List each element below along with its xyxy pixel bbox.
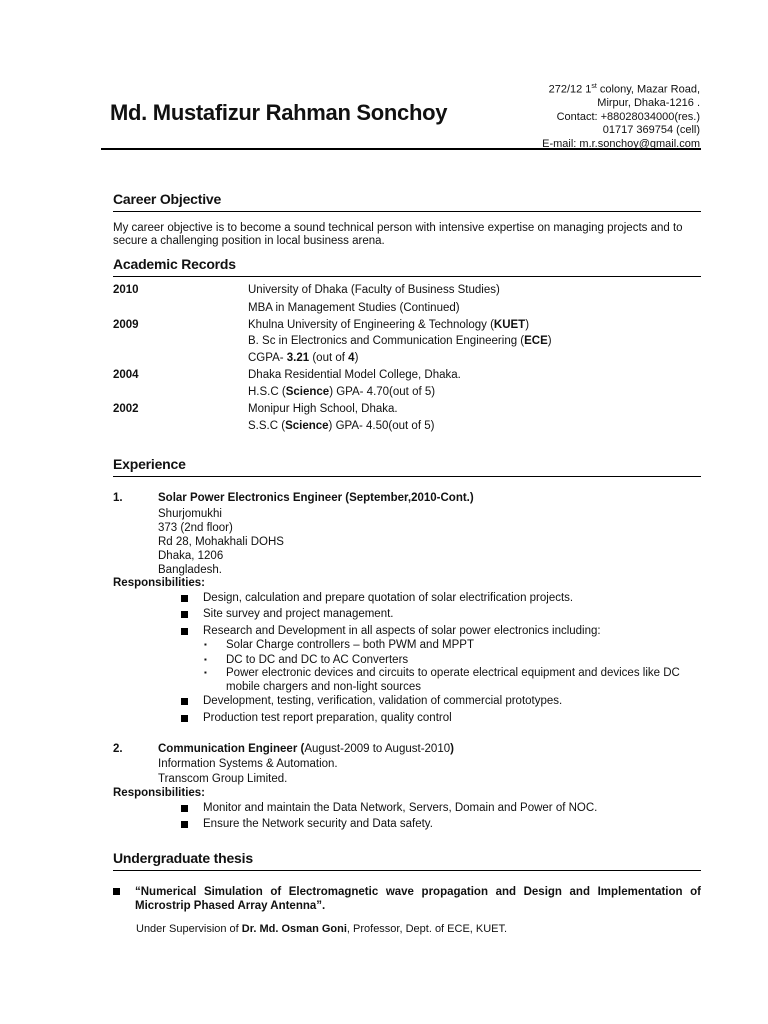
contact-phone: Contact: +88028034000(res.) <box>556 110 700 123</box>
employer-line: Information Systems & Automation. <box>158 758 338 770</box>
responsibility-item: Development, testing, verification, validation of commercial prototypes. <box>203 695 563 707</box>
experience-title: Solar Power Electronics Engineer (September,2010-Cont.) <box>158 492 474 504</box>
sub-item-continued: mobile chargers and non-light sources <box>226 681 421 693</box>
responsibility-item: Monitor and maintain the Data Network, Servers, Domain and Power of NOC. <box>203 802 598 814</box>
square-bullet-icon <box>181 805 188 812</box>
thesis-heading: Undergraduate thesis <box>113 850 253 866</box>
experience-heading: Experience <box>113 456 186 472</box>
responsibilities-label: Responsibilities: <box>113 787 206 799</box>
small-square-bullet-icon: ▪ <box>204 668 207 677</box>
square-bullet-icon <box>181 715 188 722</box>
academic-line: MBA in Management Studies (Continued) <box>248 302 460 314</box>
academic-heading: Academic Records <box>113 256 236 272</box>
address-line-2: Mirpur, Dhaka-1216 . <box>597 97 700 110</box>
experience-divider <box>113 476 701 477</box>
contact-block <box>542 80 700 151</box>
year-2002: 2002 <box>113 403 139 415</box>
contact-email: E-mail: m.r.sonchoy@gmail.com <box>542 137 700 150</box>
responsibilities-label: Responsibilities: <box>113 577 206 589</box>
year-2009: 2009 <box>113 319 139 331</box>
address-line: Bangladesh. <box>158 564 222 576</box>
square-bullet-icon <box>113 888 120 895</box>
square-bullet-icon <box>181 595 188 602</box>
address-line: Rd 28, Mohakhali DOHS <box>158 536 284 548</box>
responsibility-item: Design, calculation and prepare quotation of solar electrification projects. <box>203 592 574 604</box>
experience-number: 2. <box>113 743 123 755</box>
academic-line: B. Sc in Electronics and Communication Engineering (ECE) <box>248 335 552 347</box>
sub-item: Solar Charge controllers – both PWM and MPPT <box>226 639 474 651</box>
header-divider <box>101 148 701 150</box>
responsibility-item: Research and Development in all aspects of solar power electronics including: <box>203 625 601 637</box>
year-2004: 2004 <box>113 369 139 381</box>
square-bullet-icon <box>181 628 188 635</box>
thesis-title: “Numerical Simulation of Electromagnetic wave propagation and Design and Implementation of Microstrip Phased Array Antenna”. <box>135 886 701 912</box>
responsibility-item: Ensure the Network security and Data safety. <box>203 818 433 830</box>
sub-item: Power electronic devices and circuits to operate electrical equipment and devices like DC <box>226 667 680 679</box>
career-text: My career objective is to become a sound technical person with intensive expertise on managing projects and to secure a challenging position in local business arena. <box>113 222 683 247</box>
experience-number: 1. <box>113 492 123 504</box>
address-line-1: 272/12 1st colony, Mazar Road, <box>548 83 700 96</box>
academic-line: S.S.C (Science) GPA- 4.50(out of 5) <box>248 420 435 432</box>
academic-line: University of Dhaka (Faculty of Business Studies) <box>248 284 500 296</box>
responsibility-item: Site survey and project management. <box>203 608 394 620</box>
employer-line: Transcom Group Limited. <box>158 773 288 785</box>
thesis-supervisor: Under Supervision of Dr. Md. Osman Goni, Professor, Dept. of ECE, KUET. <box>136 923 508 935</box>
academic-line: Monipur High School, Dhaka. <box>248 403 398 415</box>
academic-divider <box>113 276 701 277</box>
academic-line: H.S.C (Science) GPA- 4.70(out of 5) <box>248 386 436 398</box>
address-line: Dhaka, 1206 <box>158 550 224 562</box>
sub-item: DC to DC and DC to AC Converters <box>226 654 409 666</box>
academic-line: Khulna University of Engineering & Technology (KUET) <box>248 319 530 331</box>
square-bullet-icon <box>181 821 188 828</box>
small-square-bullet-icon: ▪ <box>204 640 207 649</box>
resume-name: Md. Mustafizur Rahman Sonchoy <box>110 100 448 125</box>
career-divider <box>113 211 701 212</box>
square-bullet-icon <box>181 698 188 705</box>
employer-address <box>158 507 284 577</box>
contact-cell: 01717 369754 (cell) <box>602 124 700 137</box>
small-square-bullet-icon: ▪ <box>204 655 207 664</box>
academic-line: CGPA- 3.21 (out of 4) <box>248 352 359 364</box>
year-2010: 2010 <box>113 284 139 296</box>
address-line: 373 (2nd floor) <box>158 522 233 534</box>
career-heading: Career Objective <box>113 191 222 207</box>
academic-line: Dhaka Residential Model College, Dhaka. <box>248 369 461 381</box>
experience-title: Communication Engineer (August-2009 to August-2010) <box>158 743 454 755</box>
thesis-divider <box>113 870 701 871</box>
square-bullet-icon <box>181 611 188 618</box>
address-line: Shurjomukhi <box>158 508 222 520</box>
responsibility-item: Production test report preparation, quality control <box>203 712 452 724</box>
